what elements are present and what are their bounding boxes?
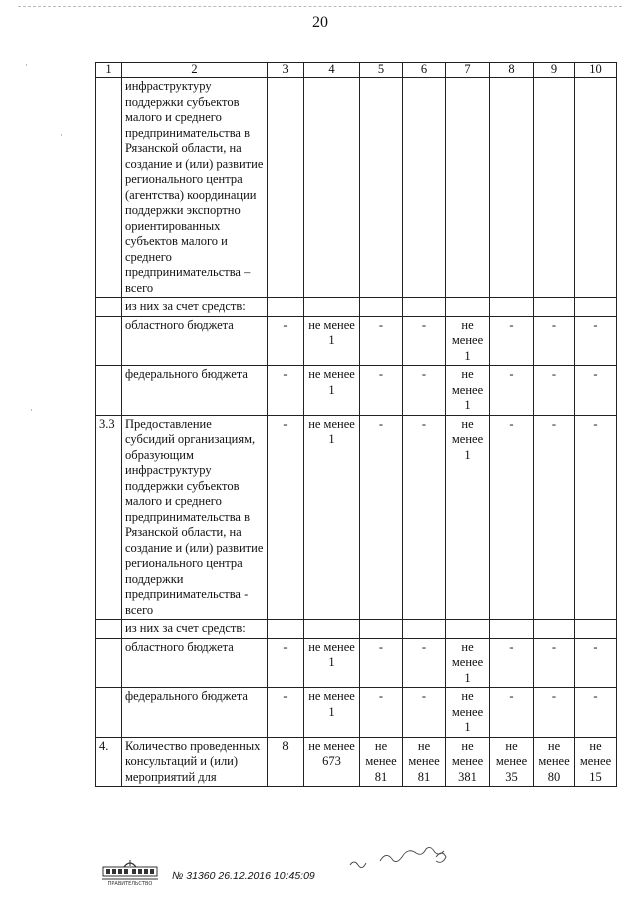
value-cell — [360, 298, 403, 317]
value-cell: не менее 1 — [446, 688, 490, 738]
row-number-cell — [96, 316, 122, 366]
row-description-cell: инфраструктуру поддержки субъектов малого и среднего предпринимательства в Рязанской области, на создание и (или) развитие регионального центра (агентства) координации поддержки экспортно ориентированных субъектов малого и среднего предпринимательства – всего — [122, 78, 268, 298]
value-cell — [446, 78, 490, 298]
value-cell — [446, 620, 490, 639]
value-cell — [268, 620, 304, 639]
value-cell: не менее 81 — [360, 737, 403, 787]
value-cell: - — [403, 415, 446, 620]
value-cell: - — [575, 688, 617, 738]
value-cell: не менее 673 — [304, 737, 360, 787]
row-description-cell: из них за счет средств: — [122, 620, 268, 639]
value-cell: - — [268, 316, 304, 366]
header-cell: 8 — [490, 63, 534, 78]
value-cell — [575, 298, 617, 317]
table-row — [96, 366, 617, 416]
value-cell — [268, 78, 304, 298]
value-cell: - — [360, 688, 403, 738]
value-cell: - — [403, 638, 446, 688]
value-cell: не менее 1 — [446, 638, 490, 688]
row-description-cell: Предоставление субсидий организациям, образующим инфраструктуру поддержки субъектов малого и среднего предпринимательства в Рязанской области, на создание и (или) развитие регионального центра поддержки предпринимательства - всего — [122, 415, 268, 620]
table-row — [96, 298, 617, 317]
row-description-cell: областного бюджета — [122, 316, 268, 366]
table-row — [96, 620, 617, 639]
row-number-cell — [96, 688, 122, 738]
value-cell: не менее 1 — [304, 316, 360, 366]
row-number-cell: 3.3 — [96, 415, 122, 620]
header-cell: 7 — [446, 63, 490, 78]
value-cell — [490, 298, 534, 317]
value-cell: не менее 35 — [490, 737, 534, 787]
value-cell — [534, 620, 575, 639]
value-cell: - — [268, 638, 304, 688]
value-cell — [446, 298, 490, 317]
value-cell: - — [268, 366, 304, 416]
table-row — [96, 316, 617, 366]
header-cell: 4 — [304, 63, 360, 78]
registration-stamp — [172, 870, 315, 882]
value-cell: - — [403, 366, 446, 416]
value-cell: - — [575, 316, 617, 366]
value-cell — [490, 620, 534, 639]
row-description-cell: Количество проведенных консультаций и (или) мероприятий для — [122, 737, 268, 787]
value-cell: - — [534, 688, 575, 738]
value-cell: - — [490, 415, 534, 620]
seal-emblem — [100, 858, 160, 886]
value-cell: не менее 1 — [304, 688, 360, 738]
value-cell: - — [534, 366, 575, 416]
value-cell: - — [534, 638, 575, 688]
value-cell: не менее 80 — [534, 737, 575, 787]
value-cell: не менее 381 — [446, 737, 490, 787]
value-cell: - — [268, 415, 304, 620]
seal-caption: ПРАВИТЕЛЬСТВО — [107, 881, 153, 886]
value-cell: не менее 1 — [446, 366, 490, 416]
data-table — [95, 62, 617, 787]
value-cell: - — [490, 366, 534, 416]
value-cell: - — [575, 415, 617, 620]
row-number-cell — [96, 298, 122, 317]
header-cell: 3 — [268, 63, 304, 78]
row-number-cell — [96, 78, 122, 298]
value-cell: 8 — [268, 737, 304, 787]
value-cell — [360, 620, 403, 639]
value-cell: не менее 1 — [446, 316, 490, 366]
table-row — [96, 638, 617, 688]
value-cell — [403, 298, 446, 317]
header-cell: 1 — [96, 63, 122, 78]
value-cell: - — [575, 638, 617, 688]
timestamp: 26.12.2016 10:45:09 — [218, 870, 315, 882]
header-cell: 5 — [360, 63, 403, 78]
value-cell: - — [403, 316, 446, 366]
value-cell — [304, 620, 360, 639]
value-cell: - — [360, 366, 403, 416]
row-description-cell: из них за счет средств: — [122, 298, 268, 317]
value-cell — [534, 298, 575, 317]
page-number: 20 — [312, 14, 328, 31]
header-cell: 6 — [403, 63, 446, 78]
value-cell: - — [534, 316, 575, 366]
value-cell: - — [360, 316, 403, 366]
value-cell — [268, 298, 304, 317]
value-cell — [403, 620, 446, 639]
value-cell: - — [534, 415, 575, 620]
row-description-cell: федерального бюджета — [122, 366, 268, 416]
value-cell: - — [490, 638, 534, 688]
value-cell: не менее 1 — [446, 415, 490, 620]
value-cell: не менее 81 — [403, 737, 446, 787]
header-cell: 10 — [575, 63, 617, 78]
row-number-cell: 4. — [96, 737, 122, 787]
scan-speck: · — [60, 130, 63, 140]
table-row — [96, 415, 617, 620]
scan-speck: · — [30, 405, 33, 415]
value-cell: - — [575, 366, 617, 416]
table-header-row — [96, 63, 617, 78]
table-row — [96, 737, 617, 787]
value-cell: - — [360, 415, 403, 620]
value-cell — [304, 78, 360, 298]
value-cell — [534, 78, 575, 298]
row-number-cell — [96, 620, 122, 639]
value-cell: не менее 15 — [575, 737, 617, 787]
signature-scribble — [340, 835, 480, 875]
table-row — [96, 688, 617, 738]
header-cell: 9 — [534, 63, 575, 78]
row-number-cell — [96, 638, 122, 688]
row-description-cell: федерального бюджета — [122, 688, 268, 738]
row-number-cell — [96, 366, 122, 416]
value-cell — [575, 78, 617, 298]
scan-speck: · — [25, 60, 28, 70]
document-number: № 31360 — [172, 870, 216, 882]
value-cell: - — [403, 688, 446, 738]
value-cell: не менее 1 — [304, 638, 360, 688]
value-cell: - — [268, 688, 304, 738]
value-cell: не менее 1 — [304, 415, 360, 620]
value-cell — [575, 620, 617, 639]
value-cell: - — [490, 688, 534, 738]
value-cell: - — [360, 638, 403, 688]
top-scan-edge — [18, 6, 622, 7]
header-cell: 2 — [122, 63, 268, 78]
value-cell — [360, 78, 403, 298]
value-cell: не менее 1 — [304, 366, 360, 416]
value-cell — [403, 78, 446, 298]
value-cell: - — [490, 316, 534, 366]
value-cell — [490, 78, 534, 298]
table-row — [96, 78, 617, 298]
row-description-cell: областного бюджета — [122, 638, 268, 688]
value-cell — [304, 298, 360, 317]
